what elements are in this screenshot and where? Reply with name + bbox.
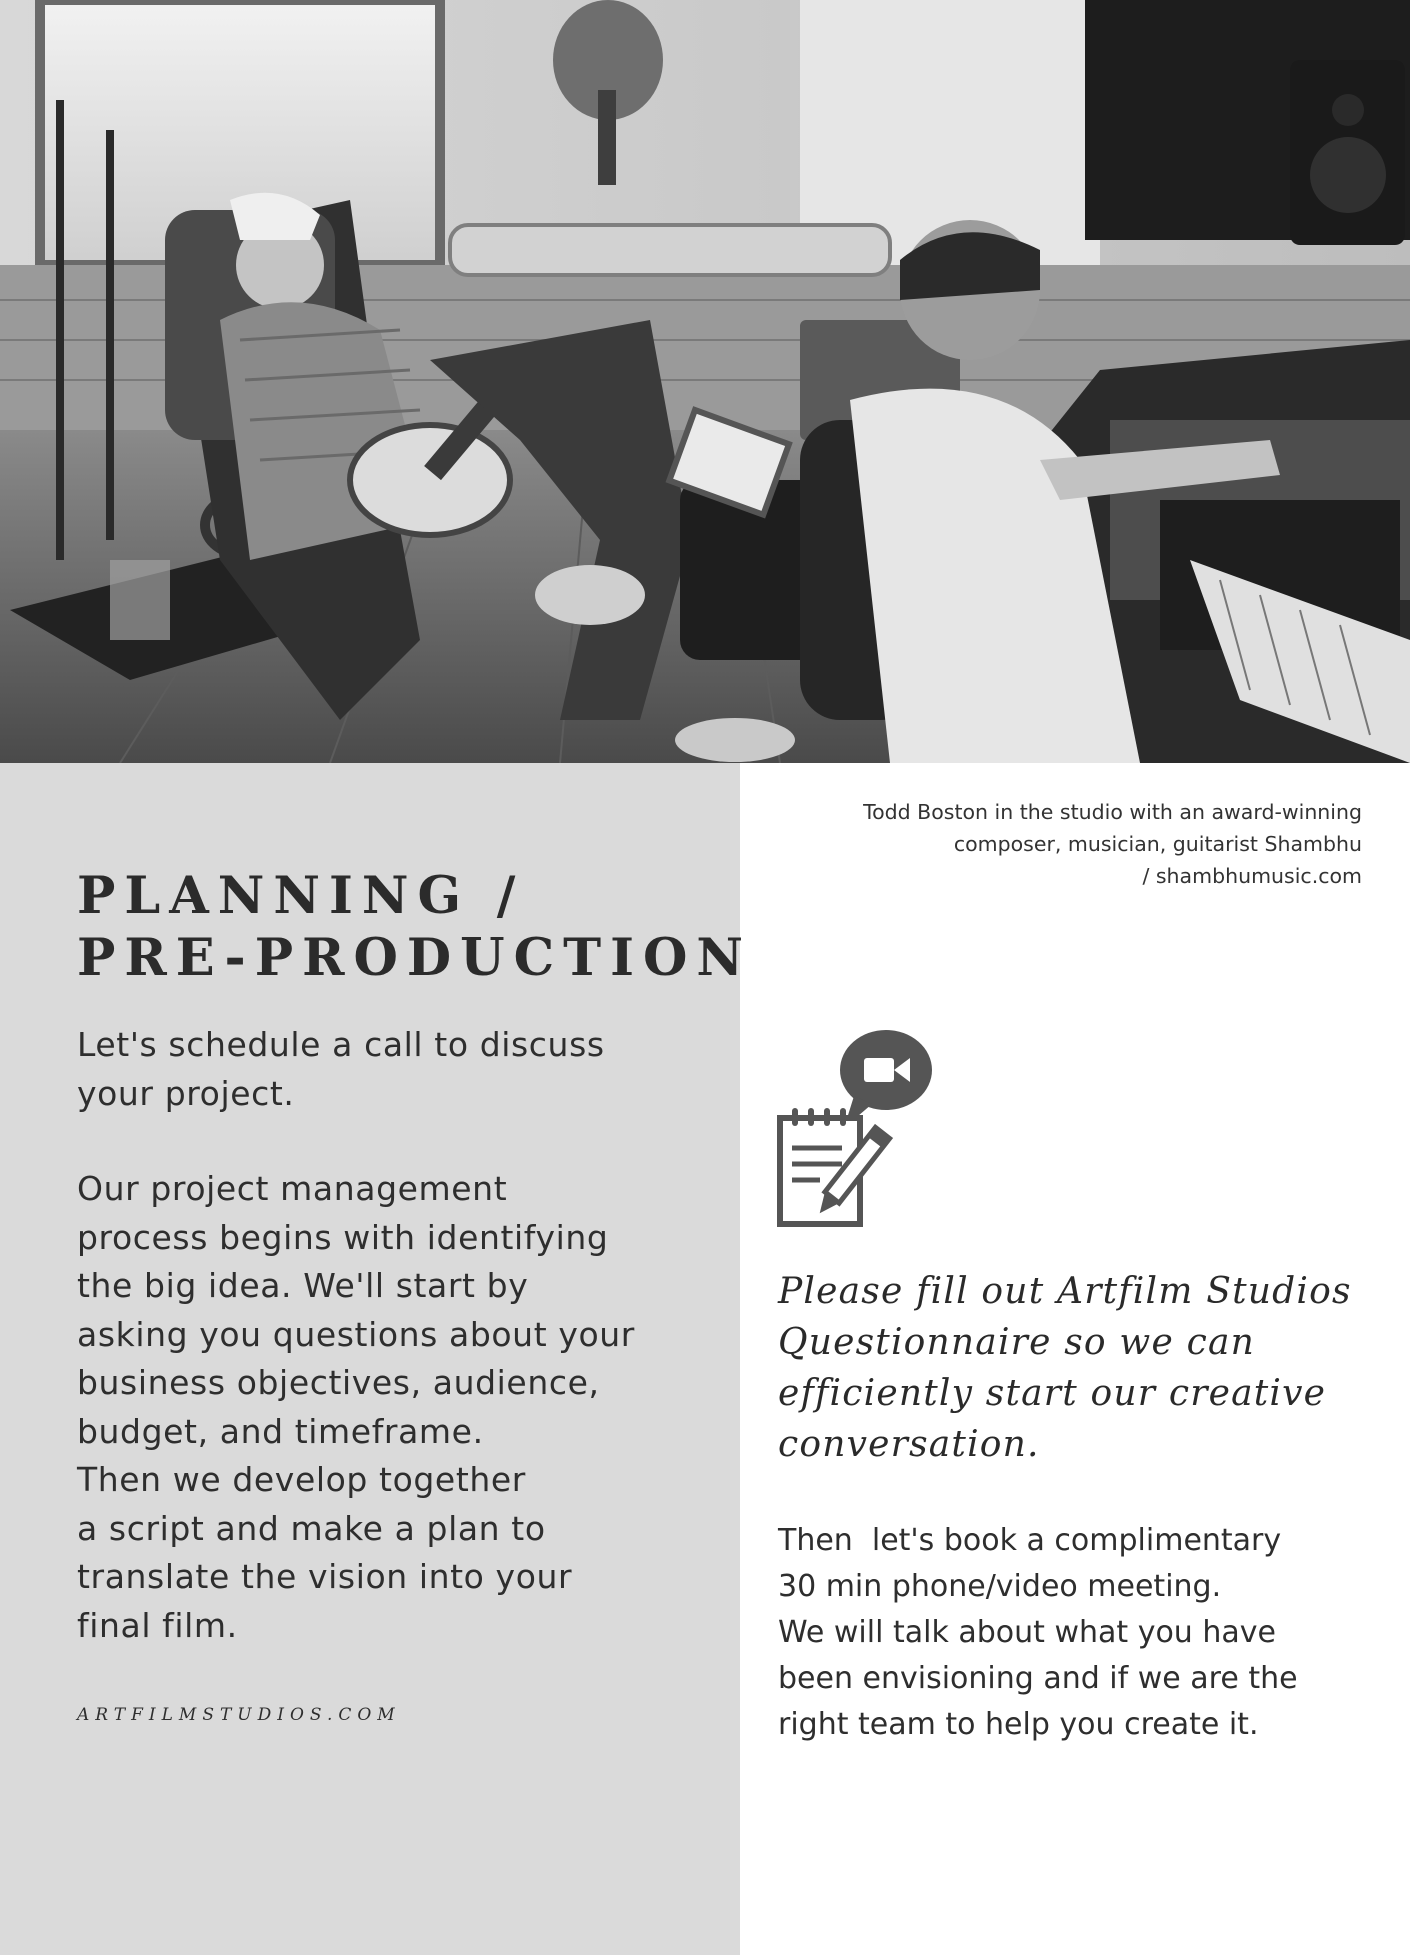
heading-line-1: PLANNING / (77, 866, 525, 926)
questionnaire-prompt (778, 1266, 1378, 1470)
body-line: business objectives, audience, (77, 1363, 600, 1402)
booking-line: We will talk about what you have (778, 1615, 1276, 1650)
questionnaire-line: conversation. (778, 1424, 1040, 1465)
caption-line: / shambhumusic.com (1142, 864, 1362, 888)
intro-line: your project. (77, 1073, 295, 1113)
caption-line: Todd Boston in the studio with an award-winning (863, 800, 1362, 824)
booking-line: right team to help you create it. (778, 1707, 1259, 1742)
body-line: Then we develop together (77, 1460, 526, 1499)
booking-line: been envisioning and if we are the (778, 1661, 1298, 1696)
studio-photo (0, 0, 1410, 763)
heading-line-2: PRE-PRODUCTION (77, 928, 753, 988)
intro-line: Let's schedule a call to discuss (77, 1025, 605, 1064)
body-line: budget, and timeframe. (77, 1411, 484, 1451)
caption-line: composer, musician, guitarist Shambhu (953, 832, 1362, 856)
photo-caption (742, 796, 1362, 892)
questionnaire-line: efficiently start our creative (778, 1373, 1327, 1414)
body-line: translate the vision into your (77, 1557, 573, 1596)
questionnaire-line: Questionnaire so we can (778, 1322, 1256, 1363)
website-link[interactable]: ARTFILMSTUDIOS.COM (77, 1705, 401, 1725)
body-line: asking you questions about your (77, 1314, 635, 1354)
body-line: process begins with identifying (77, 1217, 609, 1257)
body-line: the big idea. We'll start by (77, 1266, 529, 1305)
body-line: Our project management (77, 1169, 508, 1208)
left-panel (0, 763, 753, 1955)
questionnaire-line: Please fill out Artfilm Studios (778, 1271, 1352, 1312)
body-line: final film. (77, 1605, 238, 1645)
booking-line: Then let's book a complimentary (778, 1523, 1282, 1558)
intro-text (77, 1021, 677, 1118)
booking-line: 30 min phone/video meeting. (778, 1569, 1222, 1604)
process-description (77, 1165, 677, 1650)
booking-text (778, 1518, 1378, 1748)
notepad-video-call-icon (776, 1028, 936, 1228)
section-heading (77, 865, 753, 989)
body-line: a script and make a plan to (77, 1508, 546, 1548)
